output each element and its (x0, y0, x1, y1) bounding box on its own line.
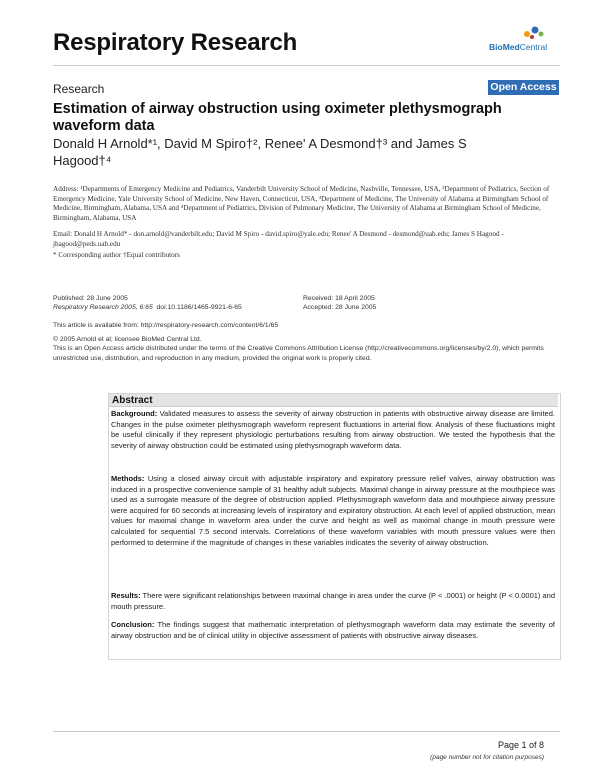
citation-line: Respiratory Research 2005, 6:65 doi:10.1186/1465-9921-6-65 (53, 304, 242, 312)
biomed-logo-icon (515, 22, 555, 42)
availability-line: This article is available from: http://respiratory-research.com/content/6/1/65 (53, 322, 279, 329)
footer-divider (53, 731, 560, 732)
contributor-note: * Corresponding author †Equal contributors (53, 251, 180, 259)
biomed-central-logo (489, 22, 559, 52)
page-note: (page number not for citation purposes) (430, 754, 544, 761)
publication-info (53, 294, 293, 313)
section-label: Research (53, 82, 105, 96)
published-date: Published: 28 June 2005 (53, 295, 128, 302)
abstract-background: Background: Validated measures to assess the severity of airway obstruction in patients with obstructive airway disease are limited. Changes in the pulse oximeter plethysmograph waveform represent fluctuations in arterial flow. Analysis of these fluctuations might be useful clinically if they represent physiologic perturbations resulting from airway obstruction. We tested the hypothesis that the severity of airway obstruction could be estimated using plethysmograph waveform data. (111, 409, 555, 450)
article-title: Estimation of airway obstruction using oximeter plethysmograph waveform data (53, 101, 502, 134)
journal-title: Respiratory Research (53, 29, 298, 56)
abstract-methods: Methods: Using a closed airway circuit with adjustable inspiratory and expiratory pressure relief valves, airway obstruction was induced in a prospective convenience sample of 31 healthy adult subjects. Maximal change in airway pressure at the mouthpiece was used as a surrogate measure of the degree of obstruction applied. Plethysmograph waveform data and mouthpiece airway pressure were acquired for 60 seconds at increasing levels of inspiratory and expiratory obstruction. At each level of applied obstruction, mean values for maximal change in waveform area under the curve and height as well as maximal change in mouth pressure were calculated for sequential 7.5 second intervals. Correlations of these waveform variables with mouth pressure values were then performed to determine if the magnitude of changes in these variables indicates the severity of airway obstruction. (111, 474, 555, 547)
page-number: Page 1 of 8 (497, 740, 544, 750)
received-accepted (303, 294, 503, 313)
abstract-conclusion: Conclusion: The findings suggest that mathematic interpretation of plethysmograph waveform data may estimate the severity of airway obstruction and be of clinical utility in objective assessment of patients with obstructive airway diseases. (111, 620, 555, 640)
open-access-badge: Open Access (488, 80, 559, 95)
affiliations: Address: ¹Departments of Emergency Medicine and Pediatrics, Vanderbilt University School of Medicine, Nashville, Tennessee, USA, ²Department of Pediatrics, Section of Emergency Medicine, Yale University School of Medicine, New Haven, Connecticut, USA, ³Department of Medicine, The University of Alabama at Birmingham School of Medicine, Birmingham, Alabama, USA and ⁴Department of Pediatrics, Division of Pulmonary Medicine, The University of Alabama at Birmingham School of Medicine, Birmingham, Alabama, USA (53, 185, 550, 222)
copyright-line: © 2005 Arnold et al; licensee BioMed Central Ltd. (53, 336, 202, 343)
received-date: Received: 18 April 2005 (303, 295, 375, 302)
author-emails: Email: Donald H Arnold* - don.arnold@vanderbilt.edu; David M Spiro - david.spiro@yale.edu; Renee' A Desmond - desmond@uab.edu; James S Hagood - jhagood@peds.uab.edu (53, 230, 504, 248)
license-text: This is an Open Access article distributed under the terms of the Creative Commons Attribution License (http://creativecommons.org/licenses/by/2.0), which permits unrestricted use, distribution, and reproduction in any medium, provided the original work is properly cited. (53, 345, 544, 362)
author-list: Donald H Arnold*¹, David M Spiro†², Renee' A Desmond†³ and James S Hagood†⁴ (53, 136, 467, 168)
accepted-date: Accepted: 28 June 2005 (303, 304, 377, 312)
logo-text: BioMedCentral (489, 42, 548, 52)
header-divider (53, 65, 560, 66)
abstract-heading: Abstract (109, 394, 558, 407)
copyright-block (53, 335, 559, 363)
abstract-results: Results: There were significant relationships between maximal change in area under the curve (P < .0001) or height (P < 0.0001) and mouth pressure. (111, 591, 556, 611)
